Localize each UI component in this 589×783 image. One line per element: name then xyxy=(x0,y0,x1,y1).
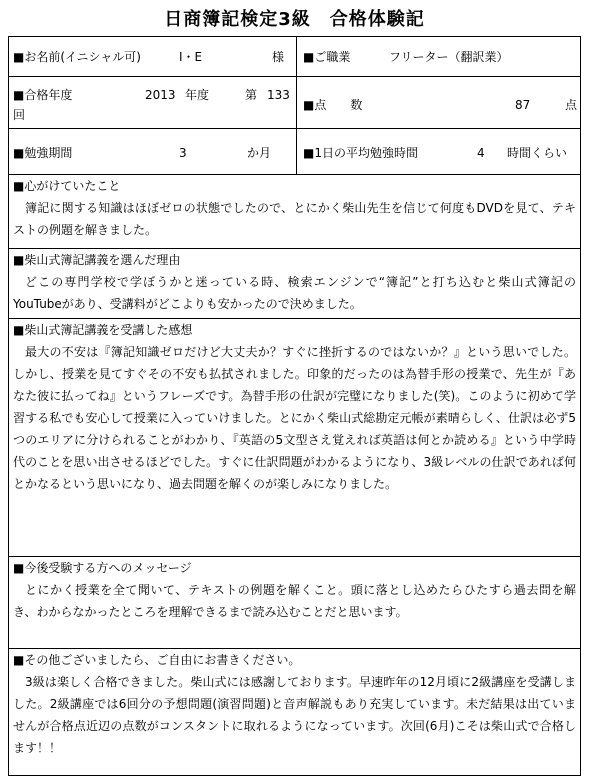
name-value: I・E xyxy=(179,50,203,64)
section-impressions xyxy=(9,319,580,557)
name-label: ■お名前(イニシャル可) xyxy=(13,50,141,64)
score-unit: 点 xyxy=(565,98,578,112)
year-unit: 年度 xyxy=(185,88,210,102)
period-label: ■勉強期間 xyxy=(13,146,73,160)
year-label: ■合格年度 xyxy=(13,88,73,102)
round-value: 133 xyxy=(267,88,290,102)
section-reason xyxy=(9,249,580,319)
daily-unit: 時間くらい xyxy=(507,146,568,160)
job-cell xyxy=(297,37,580,76)
section-body: どこの専門学校で学ぼうかと迷っている時、検索エンジンで“簿記”と打ち込むと柴山式簿記のYouTubeがあり、受講料がどこよりも安かったので決めました。 xyxy=(13,275,576,311)
section-body: 3級は楽しく合格できました。柴山式には感謝しております。早速昨年の12月頃に2級講座を受講しました。2級講座では6回分の予想問題(演習問題)と音声解説もあり充実しています。未だ結果は出ていませんが合格点近辺の点数がコンスタントに取れるようになっています。次回(6月)こそは柴山式で合格します！！ xyxy=(13,675,576,755)
section-body: 最大の不安は『簿記知識ゼロだけど大丈夫か？すぐに挫折するのではないか？』という思いでした。しかし、授業を見てすぐその不安も払拭されました。印象的だったのは為替手形の授業で、先生が『あなた彼に払ってね』というフレーズです。為替手形の仕訳が完璧になりました(笑)。このように初めて学習する私でも安心して授業に入っていけました。とにかく柴山式総勘定元帳が素晴らしく、仕訳は必ず5つのエリアに分けられることがわかり、『英語の5文型さえ覚えれば英語は何とか読める』という中学時代のことを思い出させるほどでした。すぐに仕訳問題がわかるようになり、3級レベルの仕訳であれば何とかなるという思いになり、過去問題を解くのが楽しみになりました。 xyxy=(13,345,576,491)
job-value: フリーター（翻訳業） xyxy=(389,50,509,64)
page-title: 日商簿記検定3級 合格体験記 xyxy=(164,9,425,30)
profile-row-year xyxy=(9,77,580,129)
daily-label: ■1日の平均勉強時間 xyxy=(303,146,418,160)
section-mindset xyxy=(9,175,580,249)
score-cell xyxy=(297,77,580,128)
period-cell xyxy=(9,129,297,174)
section-heading: ■柴山式簿記講義を選んだ理由 xyxy=(13,253,181,267)
section-heading: ■心がけていたこと xyxy=(13,179,121,193)
section-body: とにかく授業を全て聞いて、テキストの例題を解くこと。頭に落とし込めたらひたすら過去問を解き、わからなかったところを理解できるまで読み込むことだと思います。 xyxy=(13,583,576,619)
period-unit: か月 xyxy=(247,146,272,160)
name-cell xyxy=(9,37,297,76)
daily-cell xyxy=(297,129,580,174)
year-value: 2013 xyxy=(145,88,176,102)
section-body: 簿記に関する知識はほぼゼロの状態でしたので、とにかく柴山先生を信じて何度もDVDを見て、テキストの例題を解きました。 xyxy=(13,201,576,237)
profile-row-name xyxy=(9,37,580,77)
score-label: ■点 数 xyxy=(303,98,363,112)
period-value: 3 xyxy=(179,146,187,160)
testimonial-form xyxy=(8,36,581,776)
round-suffix: 回 xyxy=(13,108,26,122)
profile-row-study xyxy=(9,129,580,175)
section-heading: ■今後受験する方へのメッセージ xyxy=(13,561,192,575)
section-heading: ■その他ございましたら、ご自由にお書きください。 xyxy=(13,653,301,667)
job-label: ■ご職業 xyxy=(303,50,351,64)
name-suffix: 様 xyxy=(272,50,285,64)
section-other xyxy=(9,649,580,775)
score-value: 87 xyxy=(515,98,531,112)
year-cell xyxy=(9,77,297,128)
section-message xyxy=(9,557,580,649)
section-heading: ■柴山式簿記講義を受講した感想 xyxy=(13,323,193,337)
round-prefix: 第 xyxy=(245,88,258,102)
daily-value: 4 xyxy=(477,146,485,160)
